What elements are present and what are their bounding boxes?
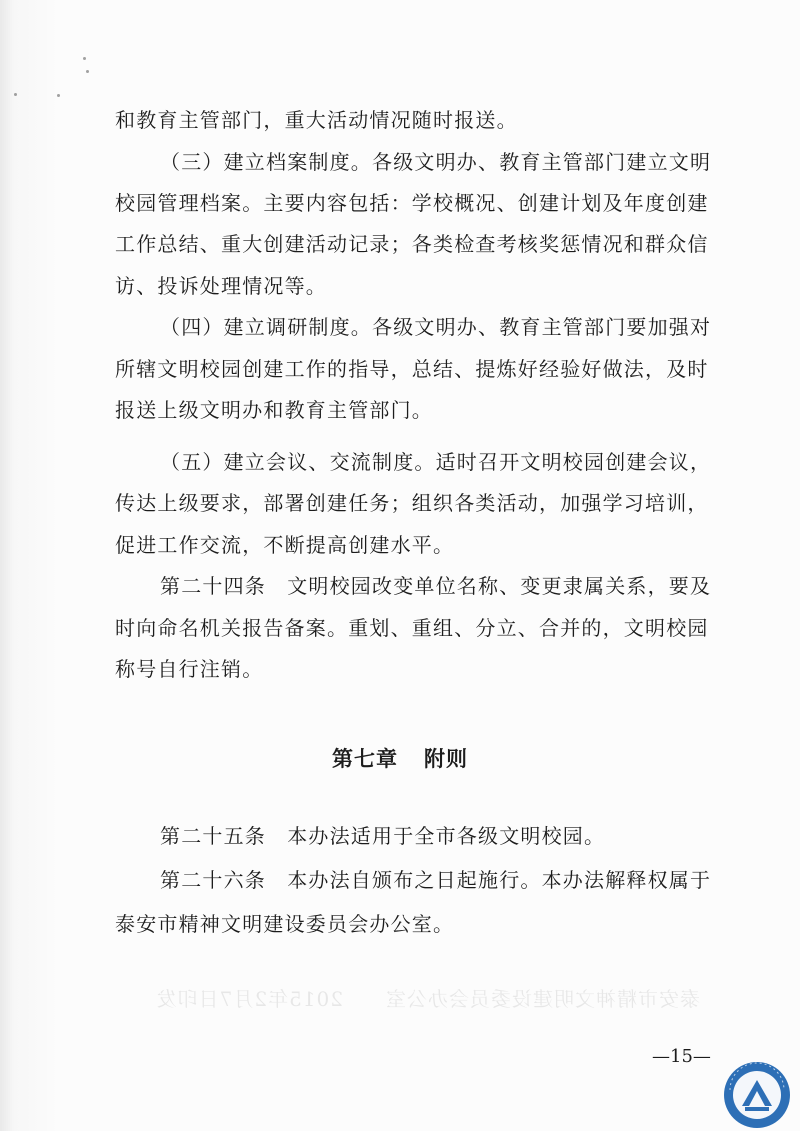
school-seal-icon: [722, 1060, 792, 1130]
text-line: 第二十六条 本办法自颁布之日起施行。本办法解释权属于: [160, 868, 712, 892]
text-line: 校园管理档案。主要内容包括：学校概况、创建计划及年度创建: [115, 191, 709, 215]
bleed-through-text: 泰安市精神文明建设委员会办公室 2015年2月7日印发: [155, 987, 700, 1011]
text-line: （四）建立调研制度。各级文明办、教育主管部门要加强对: [160, 315, 712, 339]
text-line: 访、投诉处理情况等。: [115, 274, 327, 298]
text-line: 时向命名机关报告备案。重划、重组、分立、合并的，文明校园: [115, 616, 709, 640]
text-line: 泰安市精神文明建设委员会办公室。: [115, 912, 455, 936]
text-line: 促进工作交流，不断提高创建水平。: [115, 533, 455, 557]
page-number: —15—: [652, 1046, 711, 1067]
text-line: 第二十五条 本办法适用于全市各级文明校园。: [160, 824, 606, 848]
text-line: 和教育主管部门，重大活动情况随时报送。: [115, 108, 518, 132]
text-line: （三）建立档案制度。各级文明办、教育主管部门建立文明: [160, 150, 712, 174]
text-line: 第二十四条 文明校园改变单位名称、变更隶属关系，要及: [160, 574, 712, 598]
text-line: 称号自行注销。: [115, 657, 264, 681]
chapter-title: 附则: [424, 747, 468, 771]
text-line: （五）建立会议、交流制度。适时召开文明校园创建会议，: [160, 450, 712, 474]
text-line: 工作总结、重大创建活动记录；各类检查考核奖惩情况和群众信: [115, 232, 709, 256]
chapter-number: 第七章: [332, 747, 398, 771]
text-line: 传达上级要求，部署创建任务；组织各类活动，加强学习培训，: [115, 491, 709, 515]
text-line: 报送上级文明办和教育主管部门。: [115, 398, 433, 422]
text-line: 所辖文明校园创建工作的指导，总结、提炼好经验好做法，及时: [115, 357, 709, 381]
chapter-heading: [0, 743, 800, 773]
